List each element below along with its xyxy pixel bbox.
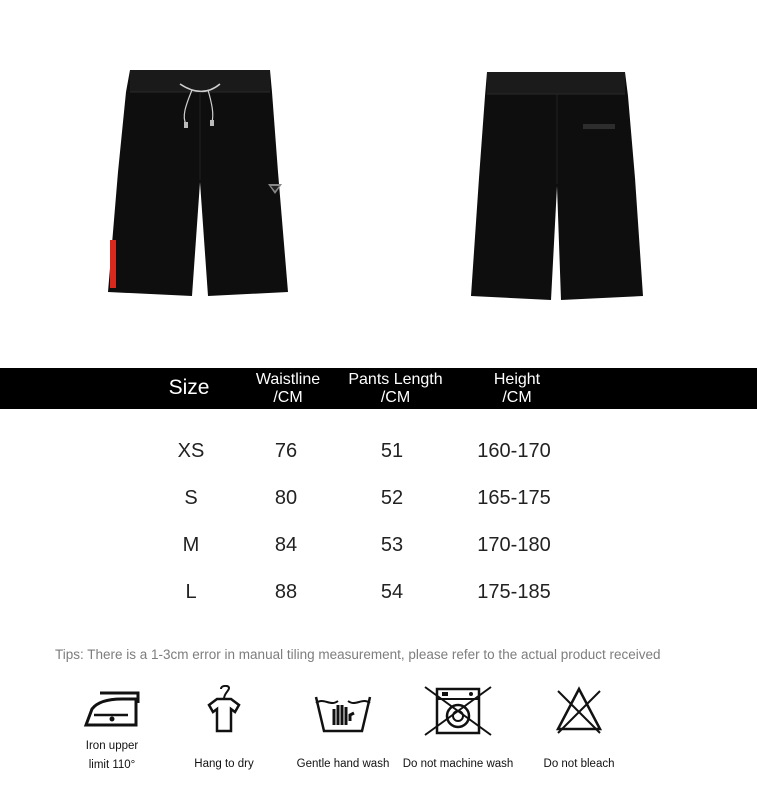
pants-length-header-label: Pants Length [348, 371, 443, 388]
size-cell: XS [177, 440, 205, 462]
pants-length-cell: 53 [380, 534, 404, 556]
size-header: Size [168, 376, 210, 399]
care-no-machine-wash [400, 685, 516, 774]
height-cell: 165-175 [477, 487, 551, 509]
shorts-back-image [465, 68, 650, 304]
pants-length-header-unit: /CM [380, 389, 411, 406]
waistline-cell: 88 [274, 581, 298, 603]
product-images [0, 0, 757, 360]
waistline-cell: 80 [274, 487, 298, 509]
pants-length-header [333, 371, 458, 407]
height-cell: 175-185 [477, 581, 551, 603]
height-header [468, 371, 566, 407]
table-row [0, 440, 757, 470]
waistline-cell: 84 [274, 534, 298, 556]
no-machine-wash-label: Do not machine wash [402, 758, 514, 770]
waistline-header-label: Waistline [255, 371, 321, 388]
size-cell: S [184, 487, 198, 509]
size-cell: L [185, 581, 197, 603]
pants-length-cell: 52 [380, 487, 404, 509]
table-row [0, 534, 757, 564]
care-hand-wash [293, 685, 393, 774]
hanger-shirt-icon [199, 685, 249, 737]
care-instructions [0, 685, 757, 795]
pants-length-cell: 54 [380, 581, 404, 603]
waistline-header [238, 371, 338, 407]
iron-label-line1: Iron upper [85, 740, 139, 752]
table-row [0, 581, 757, 611]
measurement-tips: Tips: There is a 1-3cm error in manual tiling measurement, please refer to the actual product received [55, 647, 661, 662]
no-bleach-label: Do not bleach [543, 758, 615, 770]
height-header-label: Height [493, 371, 541, 388]
iron-label-line2: limit 110° [88, 759, 136, 771]
size-table-header [0, 368, 757, 409]
size-cell: M [182, 534, 200, 556]
care-no-bleach [534, 685, 624, 774]
table-row [0, 487, 757, 517]
no-machine-wash-icon [423, 685, 493, 737]
no-bleach-icon [554, 685, 604, 737]
hand-wash-label: Gentle hand wash [296, 758, 390, 770]
height-cell: 170-180 [477, 534, 551, 556]
care-hang [184, 685, 264, 774]
pants-length-cell: 51 [380, 440, 404, 462]
hang-label: Hang to dry [194, 758, 254, 770]
shorts-front-image [100, 62, 300, 302]
height-header-unit: /CM [502, 389, 532, 406]
waistline-header-unit: /CM [273, 389, 303, 406]
waistline-cell: 76 [274, 440, 298, 462]
iron-icon [82, 685, 142, 731]
care-iron [72, 685, 152, 775]
height-cell: 160-170 [477, 440, 551, 462]
hand-wash-icon [312, 685, 374, 737]
